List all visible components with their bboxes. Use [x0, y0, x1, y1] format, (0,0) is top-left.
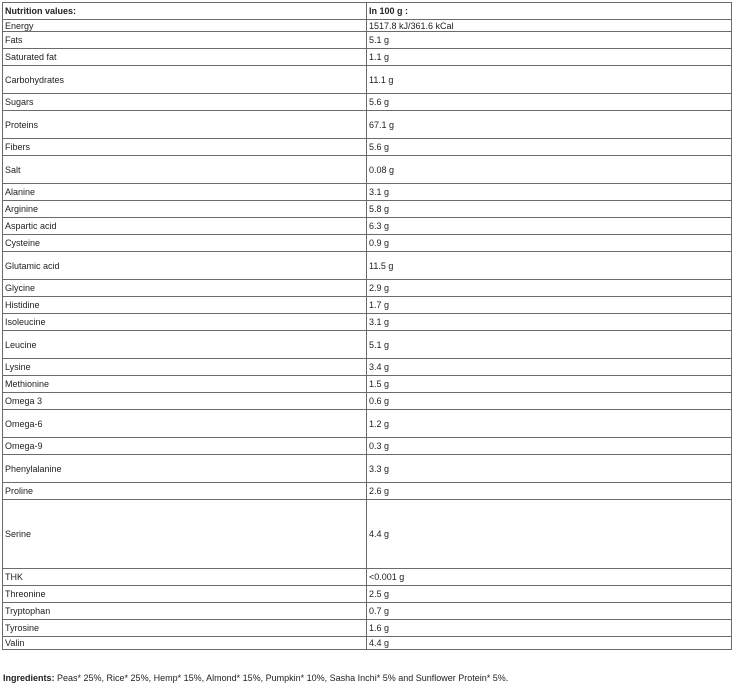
- header-per-100g: In 100 g :: [367, 3, 732, 20]
- nutrient-value: 1.2 g: [367, 410, 732, 438]
- table-row: [3, 66, 732, 94]
- nutrient-value: 5.6 g: [367, 94, 732, 111]
- nutrient-value: 6.3 g: [367, 218, 732, 235]
- table-row: [3, 569, 732, 586]
- nutrient-value: 1.6 g: [367, 620, 732, 637]
- ingredients-label: Ingredients:: [3, 673, 55, 683]
- table-row: [3, 184, 732, 201]
- ingredients-line: [3, 673, 731, 684]
- nutrient-value: 67.1 g: [367, 111, 732, 139]
- nutrient-value: 4.4 g: [367, 637, 732, 650]
- nutrient-name: Leucine: [3, 331, 367, 359]
- table-row: [3, 455, 732, 483]
- nutrient-name: Threonine: [3, 586, 367, 603]
- nutrient-value: 1.7 g: [367, 297, 732, 314]
- table-row: [3, 201, 732, 218]
- nutrient-name: Histidine: [3, 297, 367, 314]
- nutrient-name: Fibers: [3, 139, 367, 156]
- table-row: [3, 483, 732, 500]
- nutrient-name: Omega-6: [3, 410, 367, 438]
- table-row: [3, 637, 732, 650]
- nutrient-value: 0.3 g: [367, 438, 732, 455]
- nutrient-name: Serine: [3, 500, 367, 569]
- table-row: [3, 156, 732, 184]
- nutrient-name: Carbohydrates: [3, 66, 367, 94]
- nutrient-name: Phenylalanine: [3, 455, 367, 483]
- nutrient-value: 3.4 g: [367, 359, 732, 376]
- nutrient-value: 5.1 g: [367, 331, 732, 359]
- table-row: [3, 297, 732, 314]
- table-row: [3, 20, 732, 32]
- table-row: [3, 438, 732, 455]
- nutrient-value: 2.5 g: [367, 586, 732, 603]
- table-row: [3, 32, 732, 49]
- table-row: [3, 586, 732, 603]
- nutrient-value: 0.08 g: [367, 156, 732, 184]
- nutrient-name: Sugars: [3, 94, 367, 111]
- nutrient-name: Cysteine: [3, 235, 367, 252]
- table-row: [3, 603, 732, 620]
- nutrient-name: Fats: [3, 32, 367, 49]
- nutrient-name: Salt: [3, 156, 367, 184]
- table-row: [3, 139, 732, 156]
- table-header-row: [3, 3, 732, 20]
- nutrient-value: 0.9 g: [367, 235, 732, 252]
- table-row: [3, 252, 732, 280]
- nutrient-name: Valin: [3, 637, 367, 650]
- nutrient-name: Energy: [3, 20, 367, 32]
- nutrient-value: 5.6 g: [367, 139, 732, 156]
- nutrient-name: Saturated fat: [3, 49, 367, 66]
- header-nutrition-values: Nutrition values:: [3, 3, 367, 20]
- nutrient-name: Omega-9: [3, 438, 367, 455]
- nutrient-value: 3.1 g: [367, 184, 732, 201]
- nutrient-name: Proteins: [3, 111, 367, 139]
- nutrient-value: 11.1 g: [367, 66, 732, 94]
- table-row: [3, 111, 732, 139]
- nutrient-value: 4.4 g: [367, 500, 732, 569]
- nutrition-rows: [3, 20, 732, 650]
- nutrient-name: Arginine: [3, 201, 367, 218]
- nutrient-name: Isoleucine: [3, 314, 367, 331]
- nutrient-value: 1.5 g: [367, 376, 732, 393]
- ingredients-text: Peas* 25%, Rice* 25%, Hemp* 15%, Almond* 15%, Pumpkin* 10%, Sasha Inchi* 5% and Sunflower Protein* 5%.: [54, 673, 509, 683]
- nutrient-name: Proline: [3, 483, 367, 500]
- nutrient-value: 0.7 g: [367, 603, 732, 620]
- nutrient-name: Glycine: [3, 280, 367, 297]
- table-row: [3, 620, 732, 637]
- table-row: [3, 49, 732, 66]
- nutrient-value: 3.3 g: [367, 455, 732, 483]
- nutrient-value: 0.6 g: [367, 393, 732, 410]
- table-row: [3, 314, 732, 331]
- table-row: [3, 280, 732, 297]
- table-row: [3, 359, 732, 376]
- nutrient-name: Alanine: [3, 184, 367, 201]
- nutrient-value: 11.5 g: [367, 252, 732, 280]
- table-row: [3, 218, 732, 235]
- table-row: [3, 376, 732, 393]
- table-row: [3, 393, 732, 410]
- table-row: [3, 94, 732, 111]
- nutrient-value: 2.9 g: [367, 280, 732, 297]
- nutrient-value: 3.1 g: [367, 314, 732, 331]
- nutrient-value: 2.6 g: [367, 483, 732, 500]
- nutrient-name: Omega 3: [3, 393, 367, 410]
- nutrient-value: 5.1 g: [367, 32, 732, 49]
- table-row: [3, 235, 732, 252]
- nutrient-name: Lysine: [3, 359, 367, 376]
- table-row: [3, 500, 732, 569]
- table-row: [3, 331, 732, 359]
- nutrient-value: <0.001 g: [367, 569, 732, 586]
- nutrient-name: Methionine: [3, 376, 367, 393]
- nutrient-value: 1.1 g: [367, 49, 732, 66]
- nutrition-table: [2, 2, 732, 650]
- table-row: [3, 410, 732, 438]
- nutrient-name: Tryptophan: [3, 603, 367, 620]
- nutrient-name: THK: [3, 569, 367, 586]
- nutrient-value: 1517.8 kJ/361.6 kCal: [367, 20, 732, 32]
- nutrient-name: Glutamic acid: [3, 252, 367, 280]
- nutrient-value: 5.8 g: [367, 201, 732, 218]
- nutrient-name: Tyrosine: [3, 620, 367, 637]
- nutrient-name: Aspartic acid: [3, 218, 367, 235]
